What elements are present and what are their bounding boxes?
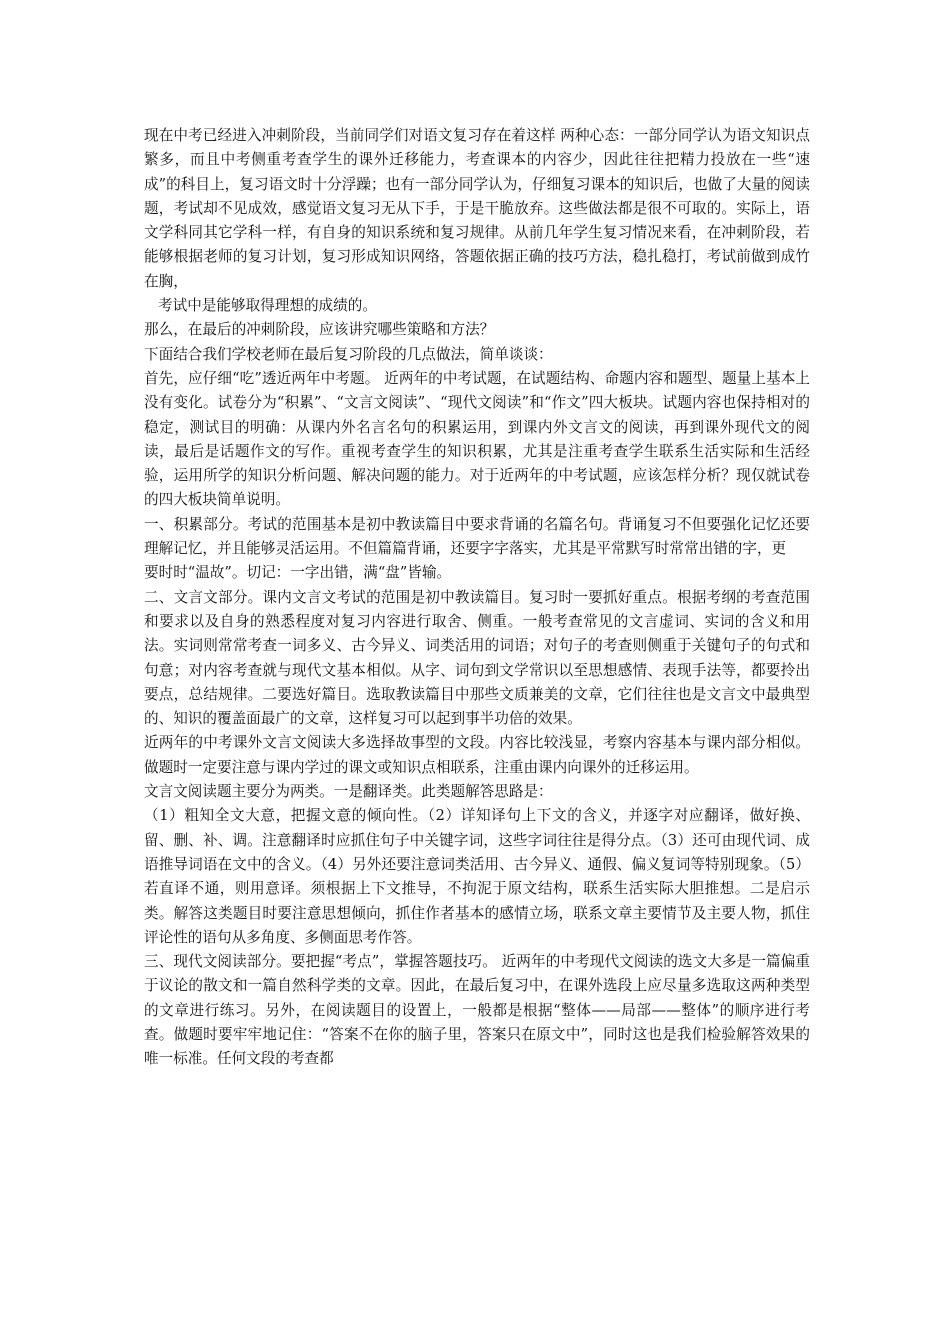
paragraph-intro-tail: 考试中是能够取得理想的成绩的。 xyxy=(158,297,377,315)
paragraph-lead-in: 下面结合我们学校老师在最后复习阶段的几点做法，简单谈谈： xyxy=(144,345,553,363)
paragraph-question: 那么，在最后的冲刺阶段，应该讲究哪些策略和方法？ xyxy=(144,321,495,339)
paragraph-intro: 现在中考已经进入冲刺阶段，当前同学们对语文复习存在着这样 两种心态：一部分同学认为语文知识点繁多，而且中考侧重考查学生的课外迁移能力，考查课本的内容少，因此往往把精力投放在一些“速成”的科目上，复习语文时十分浮躁；也有一部分同学认为，仔细复习课本的知识后，也做了大量的阅读题，考试却不见成效，感觉语文复习无从下手，于是干脆放弃。这些做法都是很不可取的。实际上，语文学科同其它学科一样，有自身的知识系统和复习规律。从前几年学生复习情况来看，在冲刺阶段，若能够根据老师的复习计划，复习形成知识网络，答题依据正确的技巧方法，稳扎稳打，考试前做到成竹在胸， xyxy=(144,127,810,290)
paragraph-section-accumulation: 一、积累部分。考试的范围基本是初中教读篇目中要求背诵的名篇名句。背诵复习不但要强化记忆还要理解记忆，并且能够灵活运用。不但篇篇背诵，还要字字落实，尤其是平常默写时常常出错的字，更 xyxy=(144,515,810,558)
paragraph-first-point: 首先，应仔细“吃”透近两年中考题。 近两年的中考试题，在试题结构、命题内容和题型、题量上基本上没有变化。试卷分为“积累”、“文言文阅读”、“现代文阅读”和“作文”四大板块。试题内容也保持相对的稳定，测试目的明确：从课内外名言名句的积累运用，到课内外文言文的阅读，再到课外现代文的阅读，最后是话题作文的写作。重视考查学生的知识积累，尤其是注重考查学生联系生活实际和生活经验，运用所学的知识分析问题、解决问题的能力。对于近两年的中考试题，应该怎样分析？现仅就试卷的四大板块简单说明。 xyxy=(144,369,810,509)
document-body xyxy=(144,124,810,1072)
paragraph-section-accumulation-tail: 要时时“温故”。切记：一字出错，满“盘”皆输。 xyxy=(144,564,452,582)
paragraph-translation-steps: （1）粗知全文大意，把握文意的倾向性。（2）详知译句上下文的含义，并逐字对应翻译，做好换、留、删、补、调。注意翻译时应抓住句子中关键字词，这些字词往往是得分点。（3）还可由现代词、成语推导词语在文中的含义。（4）另外还要注意词类活用、古今异义、通假、偏义复词等特别现象。（5）若直译不通，则用意译。须根据上下文推导，不拘泥于原文结构，联系生活实际大胆推想。二是启示类。解答这类题目时要注意思想倾向，抓住作者基本的感情立场，联系文章主要情节及主要人物，抓住评论性的语句从多角度、多侧面思考作答。 xyxy=(144,807,810,946)
paragraph-section-classical-chinese: 二、文言文部分。课内文言文考试的范围是初中教读篇目。复习时一要抓好重点。根据考纲的考查范围和要求以及自身的熟悉程度对复习内容进行取舍、侧重。一般考查常见的文言虚词、实词的含义和用法。实词则常常考查一词多义、古今异义、词类活用的词语；对句子的考查则侧重于关键句子的句式和句意；对内容考查就与现代文基本相似。从字、词句到文学常识以至思想感情、表现手法等，都要拎出要点，总结规律。二要选好篇目。选取教读篇目中那些文质兼美的文章，它们往往也是文言文中最典型的、知识的覆盖面最广的文章，这样复习可以起到事半功倍的效果。 xyxy=(144,588,810,728)
paragraph-section-modern-reading: 三、现代文阅读部分。要把握“考点”，掌握答题技巧。 近两年的中考现代文阅读的选文大多是一篇偏重于议论的散文和一篇自然科学类的文章。因此，在最后复习中，在课外选段上应尽量多选取这两种类型的文章进行练习。另外，在阅读题目的设置上，一般都是根据“整体——局部——整体”的顺序进行考查。做题时要牢牢地记住：“答案不在你的脑子里，答案只在原文中”，同时这也是我们检验解答效果的唯一标准。任何文段的考查都 xyxy=(144,953,810,1068)
paragraph-question-types: 文言文阅读题主要分为两类。一是翻译类。此类题解答思路是： xyxy=(144,783,553,801)
paragraph-extracurricular-classical: 近两年的中考课外文言文阅读大多选择故事型的文段。内容比较浅显，考察内容基本与课内部分相似。做题时一定要注意与课内学过的课文或知识点相联系，注重由课内向课外的迁移运用。 xyxy=(144,734,810,776)
